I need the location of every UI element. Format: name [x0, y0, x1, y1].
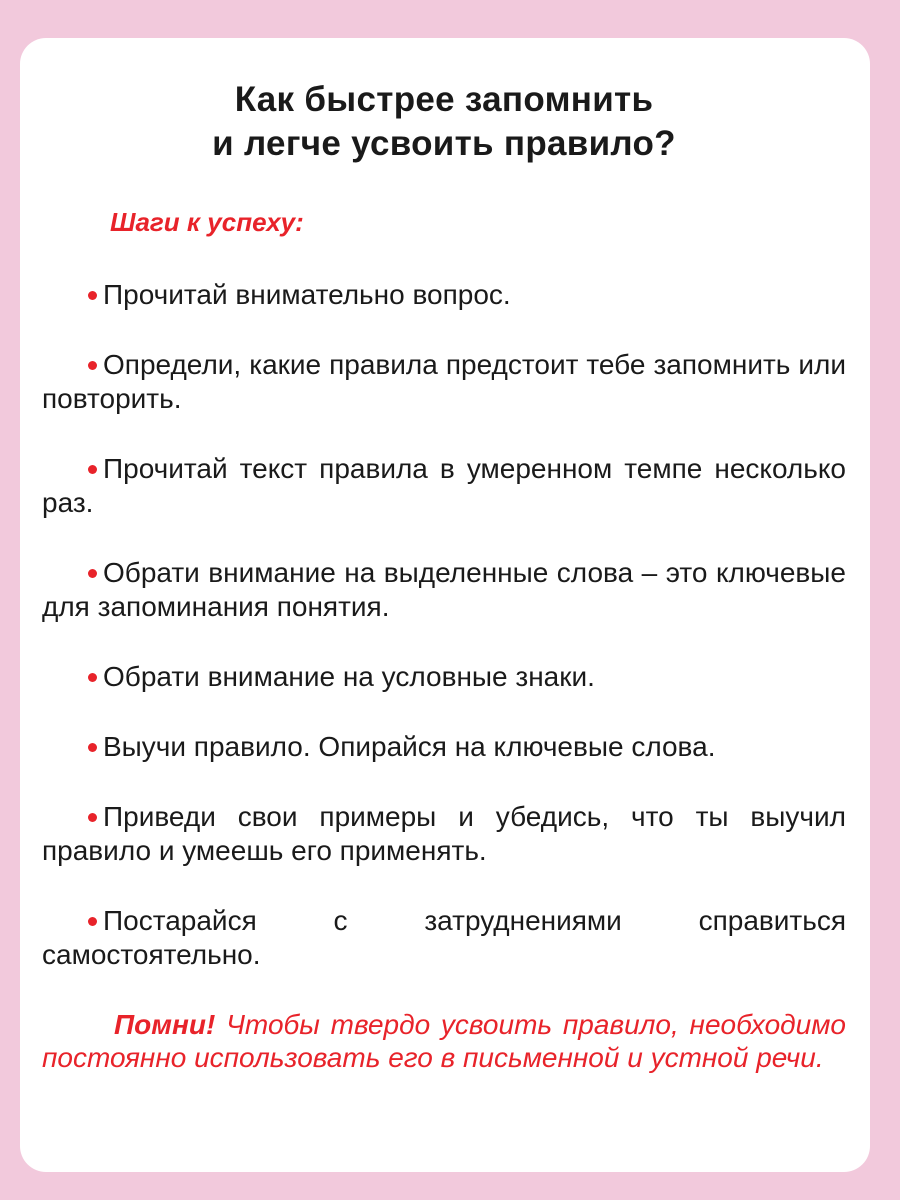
- bullet-icon: [88, 569, 97, 578]
- page-title: [42, 78, 846, 166]
- step-item: [42, 278, 846, 312]
- step-item: [42, 904, 846, 972]
- steps-list: [42, 278, 846, 972]
- step-text: Прочитай текст правила в умеренном темпе несколько раз.: [42, 453, 846, 518]
- step-text: Определи, какие правила предстоит тебе запомнить или повторить.: [42, 349, 846, 414]
- step-text: Приведи свои примеры и убедись, что ты выучил правило и умеешь его применять.: [42, 801, 846, 866]
- step-item: [42, 800, 846, 868]
- title-line-2: и легче усвоить правило?: [212, 124, 676, 163]
- step-text: Выучи правило. Опирайся на ключевые слова.: [103, 731, 716, 762]
- step-text: Постарайся с затруднениями справиться самостоятельно.: [42, 905, 846, 970]
- steps-heading: Шаги к успеху:: [110, 207, 304, 237]
- remember-label: Помни!: [114, 1009, 216, 1040]
- step-item: [42, 348, 846, 416]
- step-text: Прочитай внимательно вопрос.: [103, 279, 511, 310]
- bullet-icon: [88, 361, 97, 370]
- bullet-icon: [88, 465, 97, 474]
- remember-text: Чтобы твердо усвоить правило, необходимо постоянно использовать его в письменной и устной речи.: [42, 1009, 847, 1073]
- step-text: Обрати внимание на условные знаки.: [103, 661, 595, 692]
- bullet-icon: [88, 743, 97, 752]
- bullet-icon: [88, 291, 97, 300]
- step-item: [42, 660, 846, 694]
- bullet-icon: [88, 673, 97, 682]
- title-line-1: Как быстрее запомнить: [234, 80, 654, 119]
- remember-note: [42, 1008, 846, 1074]
- step-item: [42, 556, 846, 624]
- rule-card: [20, 38, 870, 1172]
- step-item: [42, 452, 846, 520]
- step-text: Обрати внимание на выделенные слова – это ключевые для запоминания понятия.: [42, 557, 846, 622]
- bullet-icon: [88, 813, 97, 822]
- step-item: [42, 730, 846, 764]
- bullet-icon: [88, 917, 97, 926]
